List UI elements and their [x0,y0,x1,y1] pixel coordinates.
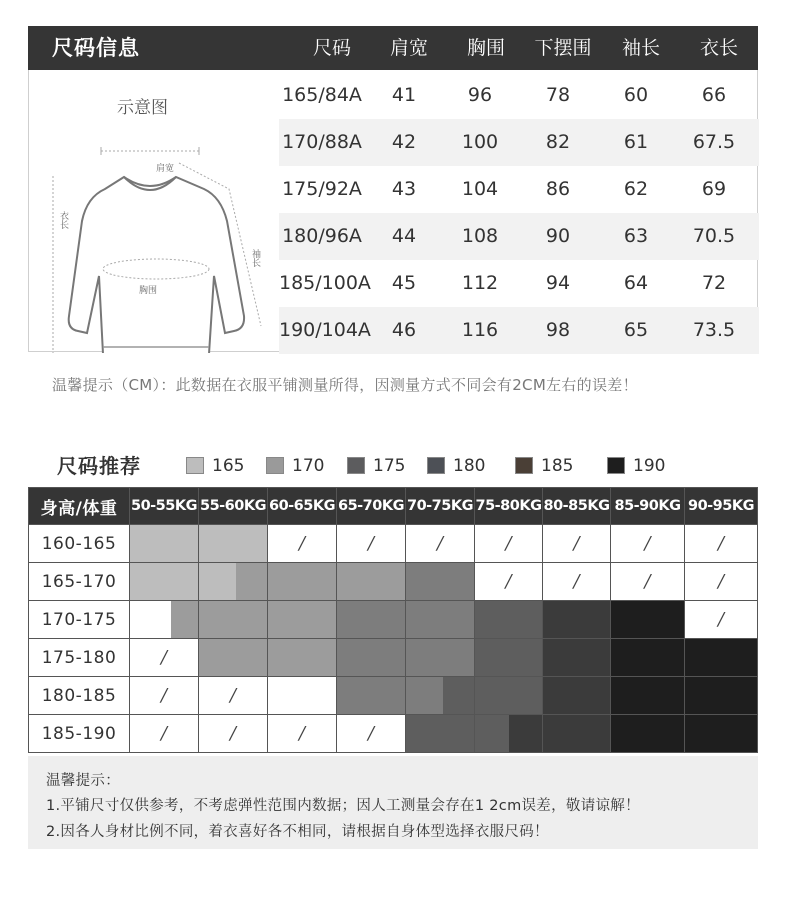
col-sleeve: 袖长 [621,37,660,59]
measure-cell: 86 [545,178,571,200]
not-applicable-cell [199,715,268,753]
weight-header: 50-55KG [130,488,199,525]
height-label: 185-190 [29,715,130,753]
blank-cell [268,677,337,715]
slash-mark: / [644,571,651,592]
measure-cell: 112 [461,272,499,294]
measure-cell: 42 [391,131,417,153]
not-applicable-cell [406,525,475,563]
table-row [29,563,758,601]
size-fill-cell [130,525,199,563]
size-cell: 185/100A [279,272,371,294]
size-fill-segment [171,601,198,638]
size-fill-cell [406,715,475,753]
slash-mark: / [436,533,444,554]
measure-cell: 65 [623,319,649,341]
measure-cell: 72 [701,272,727,294]
not-applicable-cell [475,563,543,601]
measure-cell: 62 [623,178,649,200]
measure-cell: 44 [391,225,417,247]
weight-header: 75-80KG [475,488,543,525]
size-fill-cell [611,677,685,715]
height-label: 170-175 [29,601,130,639]
size-fill-cell [337,639,406,677]
legend-swatch [427,457,445,474]
size-fill-segment [236,563,267,600]
size-fill-segment [475,715,509,752]
legend-swatch [515,457,533,474]
not-applicable-cell [337,525,406,563]
measure-cell: 61 [623,131,649,153]
not-applicable-cell [199,677,268,715]
size-fill-cell [475,601,543,639]
slash-mark: / [717,571,725,592]
size-info-title: 尺码信息 [52,36,140,60]
measure-cell: 43 [391,178,417,200]
size-fill-cell [199,525,268,563]
size-fill-cell [268,639,337,677]
measure-cell: 96 [467,84,493,106]
height-label: 160-165 [29,525,130,563]
diagram-label: 示意图 [117,98,168,118]
slash-mark: / [573,533,580,554]
size-fill-cell [199,601,268,639]
size-fill-cell [611,601,685,639]
measure-cell: 82 [545,131,571,153]
size-row [279,72,759,119]
split-size-cell [130,601,199,639]
split-size-cell [406,677,475,715]
measure-cell: 116 [461,319,499,341]
measure-cell: 45 [391,272,417,294]
tips-line-1: 1.平铺尺寸仅供参考，不考虑弹性范围内数据；因人工测量会存在1 2cm误差，敬请谅解！ [46,798,640,814]
measure-cell: 94 [545,272,571,294]
not-applicable-cell [130,639,199,677]
legend-label: 175 [373,456,406,476]
col-chest: 胸围 [466,37,505,59]
legend-label: 170 [292,456,325,476]
size-fill-segment [406,677,443,714]
measure-cell: 66 [701,84,727,106]
size-cell: 170/88A [282,131,362,153]
not-applicable-cell [685,525,758,563]
measure-cell: 41 [391,84,417,106]
legend-label: 190 [633,456,666,476]
measurement-note: 温馨提示（CM）：此数据在衣服平铺测量所得，因测量方式不同会有2CM左右的误差！ [52,376,638,394]
measure-cell: 67.5 [692,131,736,153]
measure-cell: 108 [461,225,499,247]
measure-cell: 63 [623,225,649,247]
size-recommendation-table [28,487,758,753]
weight-header: 60-65KG [268,488,337,525]
slash-mark: / [644,533,651,554]
diagram-length-label: 衣长 [58,211,68,229]
size-row [279,260,759,307]
size-fill-cell [543,715,611,753]
measure-cell: 78 [545,84,571,106]
slash-mark: / [573,571,580,592]
slash-mark: / [505,571,512,592]
size-fill-cell [475,677,543,715]
slash-mark: / [717,533,725,554]
size-fill-cell [475,639,543,677]
legend-swatch [186,457,204,474]
measure-cell: 98 [545,319,571,341]
size-fill-cell [337,601,406,639]
slash-mark: / [160,723,168,744]
slash-mark: / [298,723,306,744]
legend-label: 165 [212,456,245,476]
slash-mark: / [717,609,725,630]
tips-title: 温馨提示： [46,773,120,789]
size-fill-cell [130,563,199,601]
col-shoulder: 肩宽 [389,37,428,59]
not-applicable-cell [475,525,543,563]
legend-swatch [347,457,365,474]
measure-cell: 104 [461,178,499,200]
slash-mark: / [367,533,375,554]
size-fill-cell [543,639,611,677]
size-info-table [28,26,758,352]
split-size-cell [199,563,268,601]
measure-cell: 46 [391,319,417,341]
slash-mark: / [505,533,512,554]
size-fill-cell [406,601,475,639]
table-row [29,677,758,715]
table-row [29,601,758,639]
not-applicable-cell [268,525,337,563]
size-fill-segment [509,715,543,752]
size-fill-cell [611,715,685,753]
measure-cell: 73.5 [692,319,736,341]
not-applicable-cell [268,715,337,753]
diagram-chest-label: 胸围 [139,286,158,296]
not-applicable-cell [611,563,685,601]
table-row [29,525,758,563]
size-fill-cell [543,677,611,715]
size-fill-segment [130,601,171,638]
weight-header: 90-95KG [685,488,758,525]
weight-header: 70-75KG [406,488,475,525]
measure-cell: 100 [461,131,499,153]
size-fill-cell [406,639,475,677]
measure-cell: 60 [623,84,649,106]
legend-swatch [607,457,625,474]
size-fill-cell [685,677,758,715]
slash-mark: / [160,647,168,668]
size-fill-cell [611,639,685,677]
not-applicable-cell [685,601,758,639]
height-label: 165-170 [29,563,130,601]
size-cell: 175/92A [282,178,362,200]
not-applicable-cell [685,563,758,601]
split-size-cell [475,715,543,753]
size-fill-segment [443,677,474,714]
slash-mark: / [229,723,237,744]
not-applicable-cell [543,563,611,601]
size-row [279,166,759,213]
height-label: 175-180 [29,639,130,677]
size-fill-segment [199,563,236,600]
not-applicable-cell [337,715,406,753]
col-size: 尺码 [312,37,351,59]
size-fill-cell [199,639,268,677]
slash-mark: / [229,685,237,706]
size-fill-cell [685,639,758,677]
legend-label: 180 [453,456,486,476]
size-fill-cell [337,677,406,715]
size-fill-cell [543,601,611,639]
size-recommendation-title: 尺码推荐 [57,454,141,478]
measure-cell: 90 [545,225,571,247]
measure-cell: 64 [623,272,649,294]
measure-cell: 69 [701,178,727,200]
weight-header: 85-90KG [611,488,685,525]
diagram-shoulder-label: 肩宽 [156,164,175,174]
weight-header: 65-70KG [337,488,406,525]
weight-header: 80-85KG [543,488,611,525]
weight-header: 55-60KG [199,488,268,525]
slash-mark: / [160,685,168,706]
size-row [279,119,759,166]
col-length: 衣长 [699,37,738,59]
tips-box [28,756,758,849]
size-cell: 190/104A [279,319,371,341]
diagram-sleeve-label: 袖长 [250,249,260,267]
size-info-header [28,26,758,70]
size-row [279,307,759,354]
size-fill-cell [268,601,337,639]
not-applicable-cell [611,525,685,563]
legend-label: 185 [541,456,574,476]
height-label: 180-185 [29,677,130,715]
slash-mark: / [298,533,306,554]
size-row [279,213,759,260]
col-hem: 下摆围 [534,37,592,59]
size-cell: 165/84A [282,84,362,106]
size-fill-cell [685,715,758,753]
garment-diagram [29,71,279,353]
tips-line-2: 2.因各人身材比例不同，着衣喜好各不相同，请根据自身体型选择衣服尺码！ [46,824,549,840]
size-cell: 180/96A [282,225,362,247]
table-row [29,639,758,677]
not-applicable-cell [543,525,611,563]
not-applicable-cell [130,677,199,715]
legend-swatch [266,457,284,474]
table-row [29,715,758,753]
header-height-weight: 身高/体重 [29,488,130,525]
size-fill-cell [406,563,475,601]
not-applicable-cell [130,715,199,753]
slash-mark: / [367,723,375,744]
size-fill-cell [337,563,406,601]
measure-cell: 70.5 [692,225,736,247]
size-fill-cell [268,563,337,601]
